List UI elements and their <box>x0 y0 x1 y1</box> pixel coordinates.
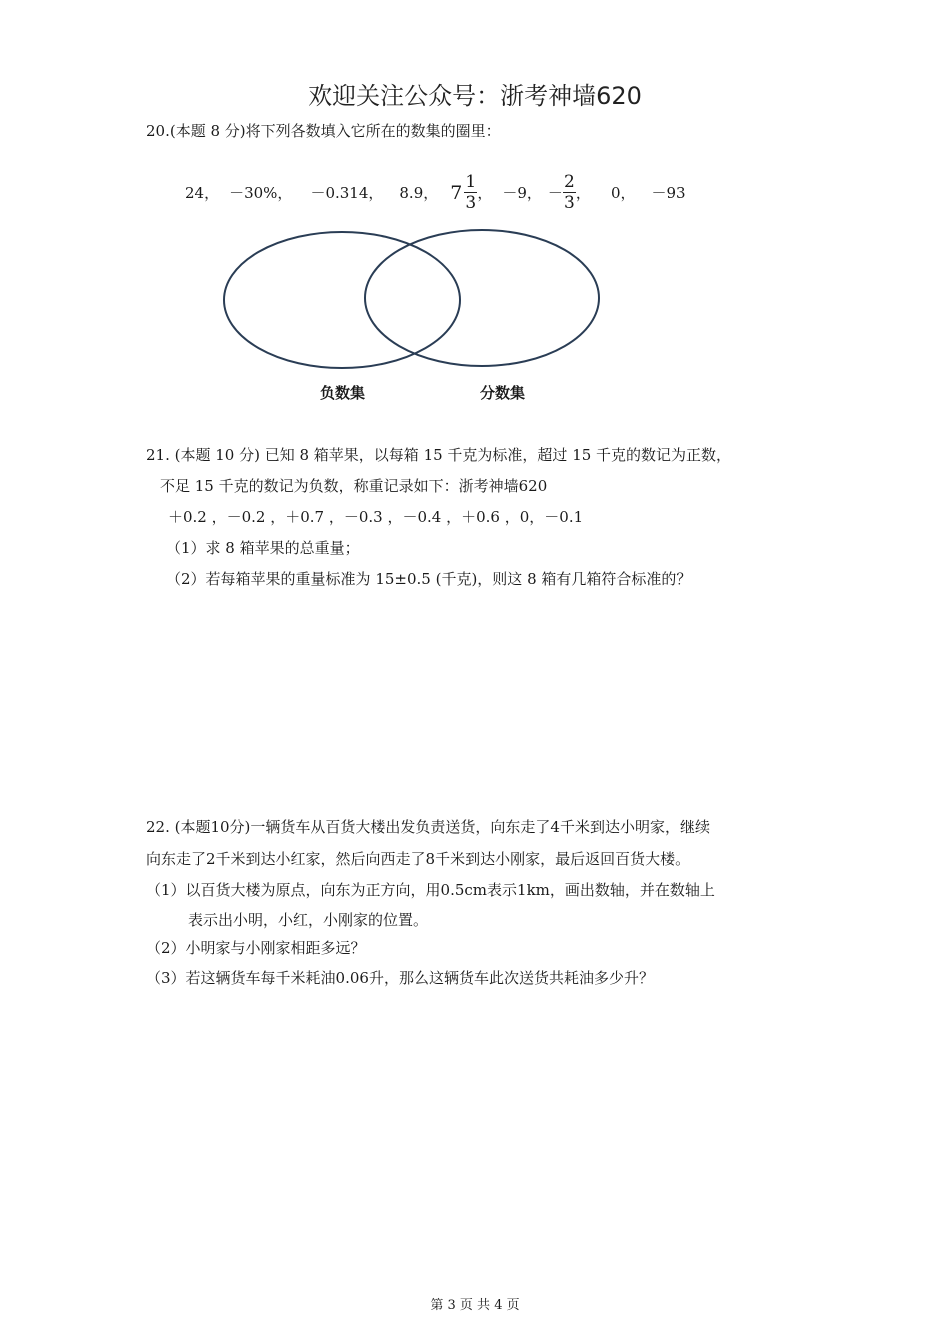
q22-line-1: 22. (本题10分)一辆货车从百货大楼出发负责送货，向东走了4千米到达小明家，继续 <box>146 818 710 836</box>
q20-separator: ， <box>477 184 493 202</box>
fraction-numerator: 1 <box>465 172 477 192</box>
q21-subquestion-2: （2）若每箱苹果的重量标准为 15±0.5 (千克)，则这 8 箱有几箱符合标准的？ <box>166 570 692 588</box>
q20-minus-sign: － <box>547 184 563 202</box>
q20-mixed-fraction <box>450 172 477 213</box>
venn-diagram <box>222 228 604 374</box>
fraction-denominator: 3 <box>465 193 477 213</box>
q20-fraction <box>563 172 576 213</box>
negative-set-label: 负数集 <box>320 384 366 402</box>
q20-number-list <box>185 172 686 213</box>
q22-line-2: 向东走了2千米到达小红家，然后向西走了8千米到达小刚家，最后返回百货大楼。 <box>146 850 691 868</box>
fraction-numerator: 2 <box>564 172 575 192</box>
q20-negative-fraction <box>548 172 576 213</box>
q20-mixed-whole: 7 <box>450 181 463 204</box>
q20-number: －30%， <box>229 184 293 202</box>
fraction-set-circle <box>365 230 599 366</box>
q22-subquestion-3: （3）若这辆货车每千米耗油0.06升，那么这辆货车此次送货共耗油多少升？ <box>146 969 654 987</box>
q21-line-1: 21. (本题 10 分) 已知 8 箱苹果，以每箱 15 千克为标准，超过 15 千克的数记为正数， <box>146 446 732 464</box>
q20-number: 0， <box>610 184 636 202</box>
q20-number: －9， <box>502 184 542 202</box>
q20-separator: ， <box>575 184 591 202</box>
q20-stem: 20.(本题 8 分)将下列各数填入它所在的数集的圈里： <box>146 122 501 140</box>
fraction-set-label: 分数集 <box>480 384 526 402</box>
q22-subquestion-1: （1）以百货大楼为原点，向东为正方向，用0.5cm表示1km，画出数轴，并在数轴上 <box>146 881 715 899</box>
q20-number: 24， <box>185 184 220 202</box>
page-header-title: 欢迎关注公众号：浙考神墙620 <box>308 82 642 110</box>
q21-line-2: 不足 15 千克的数记为负数，称重记录如下：浙考神墙620 <box>160 477 548 495</box>
q22-subquestion-1-cont: 表示出小明，小红，小刚家的位置。 <box>188 911 429 929</box>
q20-number: 8.9， <box>399 184 439 202</box>
page-footer: 第 3 页 共 4 页 <box>430 1298 520 1313</box>
q21-subquestion-1: （1）求 8 箱苹果的总重量； <box>166 539 360 557</box>
q20-number: －0.314， <box>310 184 384 202</box>
q22-subquestion-2: （2）小明家与小刚家相距多远？ <box>146 939 366 957</box>
q20-fraction <box>464 172 477 213</box>
negative-set-circle <box>224 232 460 368</box>
q20-number: －93 <box>651 184 686 202</box>
q21-weight-records: ＋0.2 ，－0.2 ，＋0.7 ，－0.3 ，－0.4 ，＋0.6 ，0，－0.1 <box>168 508 584 526</box>
fraction-denominator: 3 <box>564 193 575 213</box>
